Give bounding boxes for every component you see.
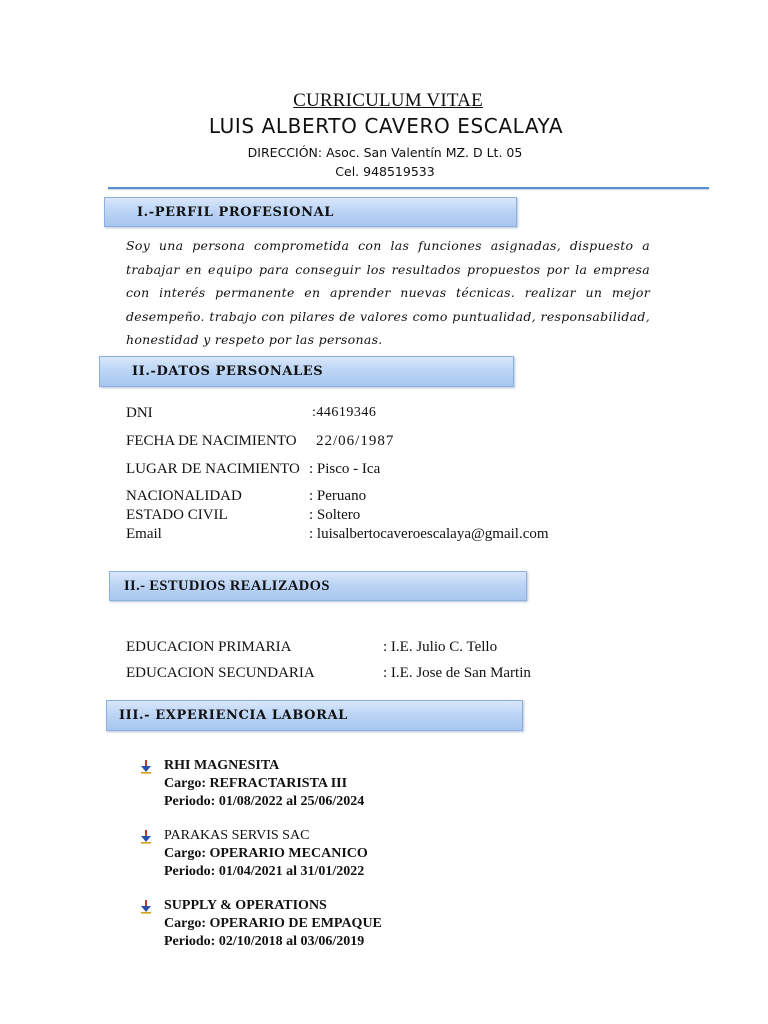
birthplace-value: : Pisco - Ica bbox=[309, 461, 381, 477]
section-estudios-header bbox=[109, 571, 527, 601]
job-company: PARAKAS SERVIS SAC bbox=[164, 828, 310, 843]
job-entry bbox=[164, 757, 364, 811]
job-period: Periodo: 02/10/2018 al 03/06/2019 bbox=[164, 934, 365, 949]
section-datos-header bbox=[99, 356, 514, 387]
address-line: DIRECCIÓN: Asoc. San Valentín MZ. D Lt. 05 bbox=[247, 145, 523, 160]
job-role: Cargo: OPERARIO MECANICO bbox=[164, 846, 368, 861]
section-experiencia-title: III.- EXPERIENCIA LABORAL bbox=[119, 708, 348, 723]
section-experiencia-header bbox=[106, 700, 523, 731]
birthdate-label: FECHA DE NACIMIENTO bbox=[126, 433, 297, 449]
job-entry bbox=[164, 897, 382, 951]
civil-status-label: ESTADO CIVIL bbox=[126, 507, 228, 523]
job-role: Cargo: OPERARIO DE EMPAQUE bbox=[164, 916, 382, 931]
dni-value: :44619346 bbox=[312, 405, 377, 420]
civil-status-value: : Soltero bbox=[309, 507, 361, 523]
job-period: Periodo: 01/08/2022 al 25/06/2024 bbox=[164, 794, 365, 809]
email-value: : luisalbertocaveroescalaya@gmail.com bbox=[309, 526, 549, 542]
primary-education-value: : I.E. Julio C. Tello bbox=[383, 639, 498, 655]
section-datos-title: II.-DATOS PERSONALES bbox=[132, 364, 324, 379]
birthplace-label: LUGAR DE NACIMIENTO bbox=[126, 461, 300, 477]
nationality-label: NACIONALIDAD bbox=[126, 488, 242, 504]
job-company: RHI MAGNESITA bbox=[164, 758, 280, 773]
profile-paragraph: Soy una persona comprometida con las funciones asignadas, dispuesto a trabajar en equipo para conseguir los resultados propuestos por la empresa con interés permanente en aprender nuevas técnicas. realizar un mejor desempeño. trabajo con pilares de valores como puntualidad, responsabilidad, honestidad y respeto por las personas. bbox=[126, 238, 650, 348]
primary-education-label: EDUCACION PRIMARIA bbox=[126, 639, 292, 655]
email-label: Email bbox=[126, 526, 162, 542]
section-perfil-header bbox=[104, 197, 517, 227]
section-estudios-title: II.- ESTUDIOS REALIZADOS bbox=[124, 577, 330, 594]
document-title: CURRICULUM VITAE bbox=[293, 90, 483, 111]
job-role: Cargo: REFRACTARISTA III bbox=[164, 776, 348, 791]
arrow-bullet-icon bbox=[140, 900, 152, 914]
job-period: Periodo: 01/04/2021 al 31/01/2022 bbox=[164, 864, 365, 879]
arrow-bullet-icon bbox=[140, 760, 152, 774]
birthdate-value: 22/06/1987 bbox=[316, 433, 395, 449]
job-company: SUPPLY & OPERATIONS bbox=[164, 898, 327, 913]
arrow-bullet-icon bbox=[140, 830, 152, 844]
secondary-education-value: : I.E. Jose de San Martin bbox=[383, 665, 531, 681]
dni-label: DNI bbox=[126, 405, 153, 421]
phone-line: Cel. 948519533 bbox=[335, 164, 435, 179]
candidate-name: LUIS ALBERTO CAVERO ESCALAYA bbox=[208, 114, 564, 138]
secondary-education-label: EDUCACION SECUNDARIA bbox=[126, 665, 315, 681]
section-perfil-title: I.-PERFIL PROFESIONAL bbox=[137, 204, 335, 220]
job-entry bbox=[164, 827, 368, 881]
header-divider bbox=[108, 187, 709, 189]
nationality-value: : Peruano bbox=[309, 488, 367, 504]
